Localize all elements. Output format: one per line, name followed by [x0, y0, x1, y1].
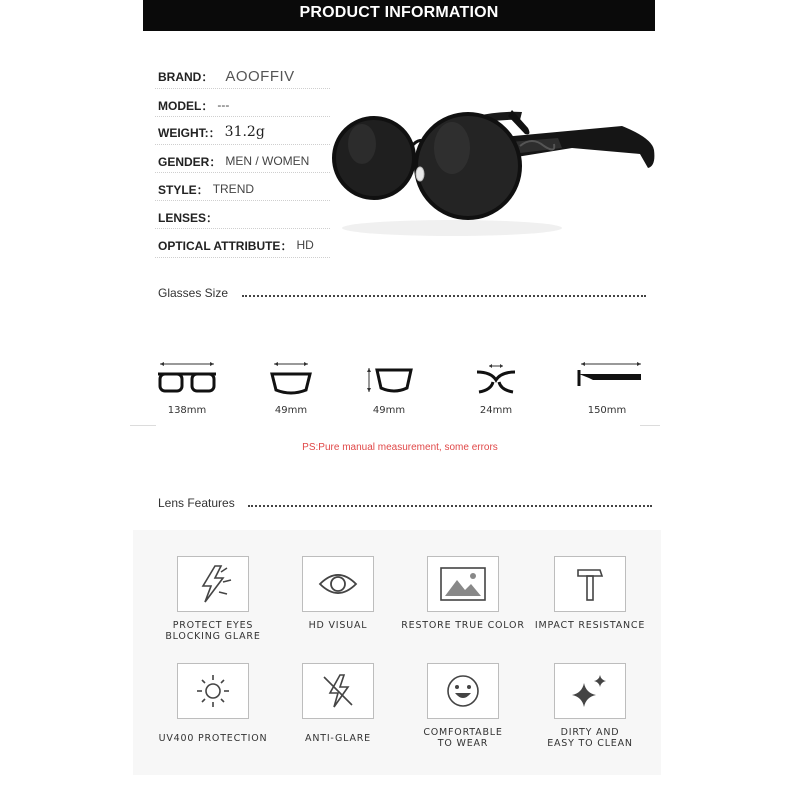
size-label: 150mm	[587, 405, 627, 416]
feature-hd-visual	[273, 556, 403, 631]
size-label: 49mm	[274, 405, 308, 416]
lightning-icon	[191, 562, 235, 606]
spec-row-optical-attribute	[158, 235, 314, 255]
feature-uv400-protection	[148, 663, 278, 744]
feature-label	[148, 620, 278, 642]
spec-value: AOOFFIV	[225, 67, 295, 85]
banner-title: PRODUCT INFORMATION	[299, 4, 499, 21]
feature-label-line: COMFORTABLE	[423, 727, 503, 738]
hammer-icon	[568, 562, 612, 606]
frame-width-icon	[152, 360, 222, 398]
spec-value: HD	[296, 238, 314, 252]
size-label: 138mm	[167, 405, 207, 416]
feature-label	[525, 620, 655, 631]
feature-icon-box	[302, 556, 374, 612]
feature-label	[273, 733, 403, 744]
feature-icon-box	[427, 663, 499, 719]
temple-length-icon	[567, 360, 647, 398]
feature-label-line: RESTORE TRUE COLOR	[401, 620, 525, 631]
feature-label-line: HD VISUAL	[308, 620, 368, 631]
section-title-lens-features: Lens Features	[158, 496, 235, 510]
spec-label: STYLE：	[158, 182, 209, 197]
feature-label-line: TO WEAR	[437, 738, 489, 749]
spec-row-model	[158, 95, 229, 115]
spec-value: ---	[217, 98, 230, 112]
divider	[155, 257, 330, 258]
feature-anti-glare	[273, 663, 403, 744]
feature-label-line: PROTECT EYES	[172, 620, 254, 631]
feature-icon-box	[302, 663, 374, 719]
feature-icon-box	[554, 556, 626, 612]
spec-label: OPTICAL ATTRIBUTE：	[158, 238, 293, 253]
spec-label: WEIGHT:：	[158, 125, 221, 140]
section-title-glasses-size: Glasses Size	[158, 286, 229, 300]
feature-protect-eyes	[148, 556, 278, 642]
feature-dirty-easy-to-clean	[525, 663, 655, 749]
feature-label	[398, 620, 528, 631]
spec-value: 31.2g	[224, 124, 265, 140]
feature-impact-resistance	[525, 556, 655, 631]
spec-value: TREND	[212, 182, 255, 196]
size-label: 49mm	[372, 405, 406, 416]
feature-label-line: DIRTY AND	[560, 727, 620, 738]
bridge-width-icon	[471, 360, 521, 398]
dotted-divider	[242, 295, 646, 297]
divider	[155, 144, 330, 145]
divider	[155, 172, 330, 173]
spec-row-style	[158, 179, 254, 199]
product-image-sunglasses	[322, 88, 662, 248]
size-item-temple-length	[562, 360, 652, 416]
size-item-frame-width	[142, 360, 232, 416]
measurement-note: PS:Pure manual measurement, some errors	[302, 442, 498, 453]
landscape-icon	[437, 562, 489, 606]
smiley-icon	[441, 669, 485, 713]
divider	[155, 88, 330, 89]
size-item-lens-height	[344, 360, 434, 416]
spec-row-brand	[158, 66, 295, 86]
feature-label	[273, 620, 403, 631]
size-item-lens-width	[246, 360, 336, 416]
lens-height-icon	[359, 360, 419, 398]
size-label: 24mm	[479, 405, 513, 416]
sparkle-icon	[568, 669, 612, 713]
feature-label	[148, 733, 278, 744]
anti-glare-icon	[316, 669, 360, 713]
feature-label-line: EASY TO CLEAN	[547, 738, 633, 749]
feature-label-line: BLOCKING GLARE	[165, 631, 261, 642]
dotted-divider	[248, 505, 652, 507]
spec-row-lenses	[158, 207, 222, 227]
header-banner	[143, 0, 655, 31]
feature-label-line: ANTI-GLARE	[305, 733, 371, 744]
feature-restore-true-color	[398, 556, 528, 631]
feature-label-line: UV400 PROTECTION	[158, 733, 268, 744]
size-item-bridge-width	[451, 360, 541, 416]
divider	[155, 228, 330, 229]
divider	[155, 116, 330, 117]
divider	[640, 425, 660, 426]
lens-width-icon	[266, 360, 316, 398]
feature-label	[398, 727, 528, 749]
feature-icon-box	[554, 663, 626, 719]
spec-row-gender	[158, 151, 309, 171]
spec-row-weight	[158, 122, 265, 142]
divider	[155, 200, 330, 201]
feature-icon-box	[427, 556, 499, 612]
spec-label: BRAND：	[158, 69, 214, 84]
eye-icon	[316, 562, 360, 606]
feature-label	[525, 727, 655, 749]
sun-icon	[191, 669, 235, 713]
spec-label: GENDER：	[158, 154, 222, 169]
spec-label: MODEL：	[158, 98, 214, 113]
spec-value: MEN / WOMEN	[225, 154, 310, 168]
feature-label-line: IMPACT RESISTANCE	[534, 620, 646, 631]
feature-icon-box	[177, 663, 249, 719]
feature-icon-box	[177, 556, 249, 612]
spec-label: LENSES：	[158, 210, 219, 225]
divider	[130, 425, 156, 426]
feature-comfortable-to-wear	[398, 663, 528, 749]
